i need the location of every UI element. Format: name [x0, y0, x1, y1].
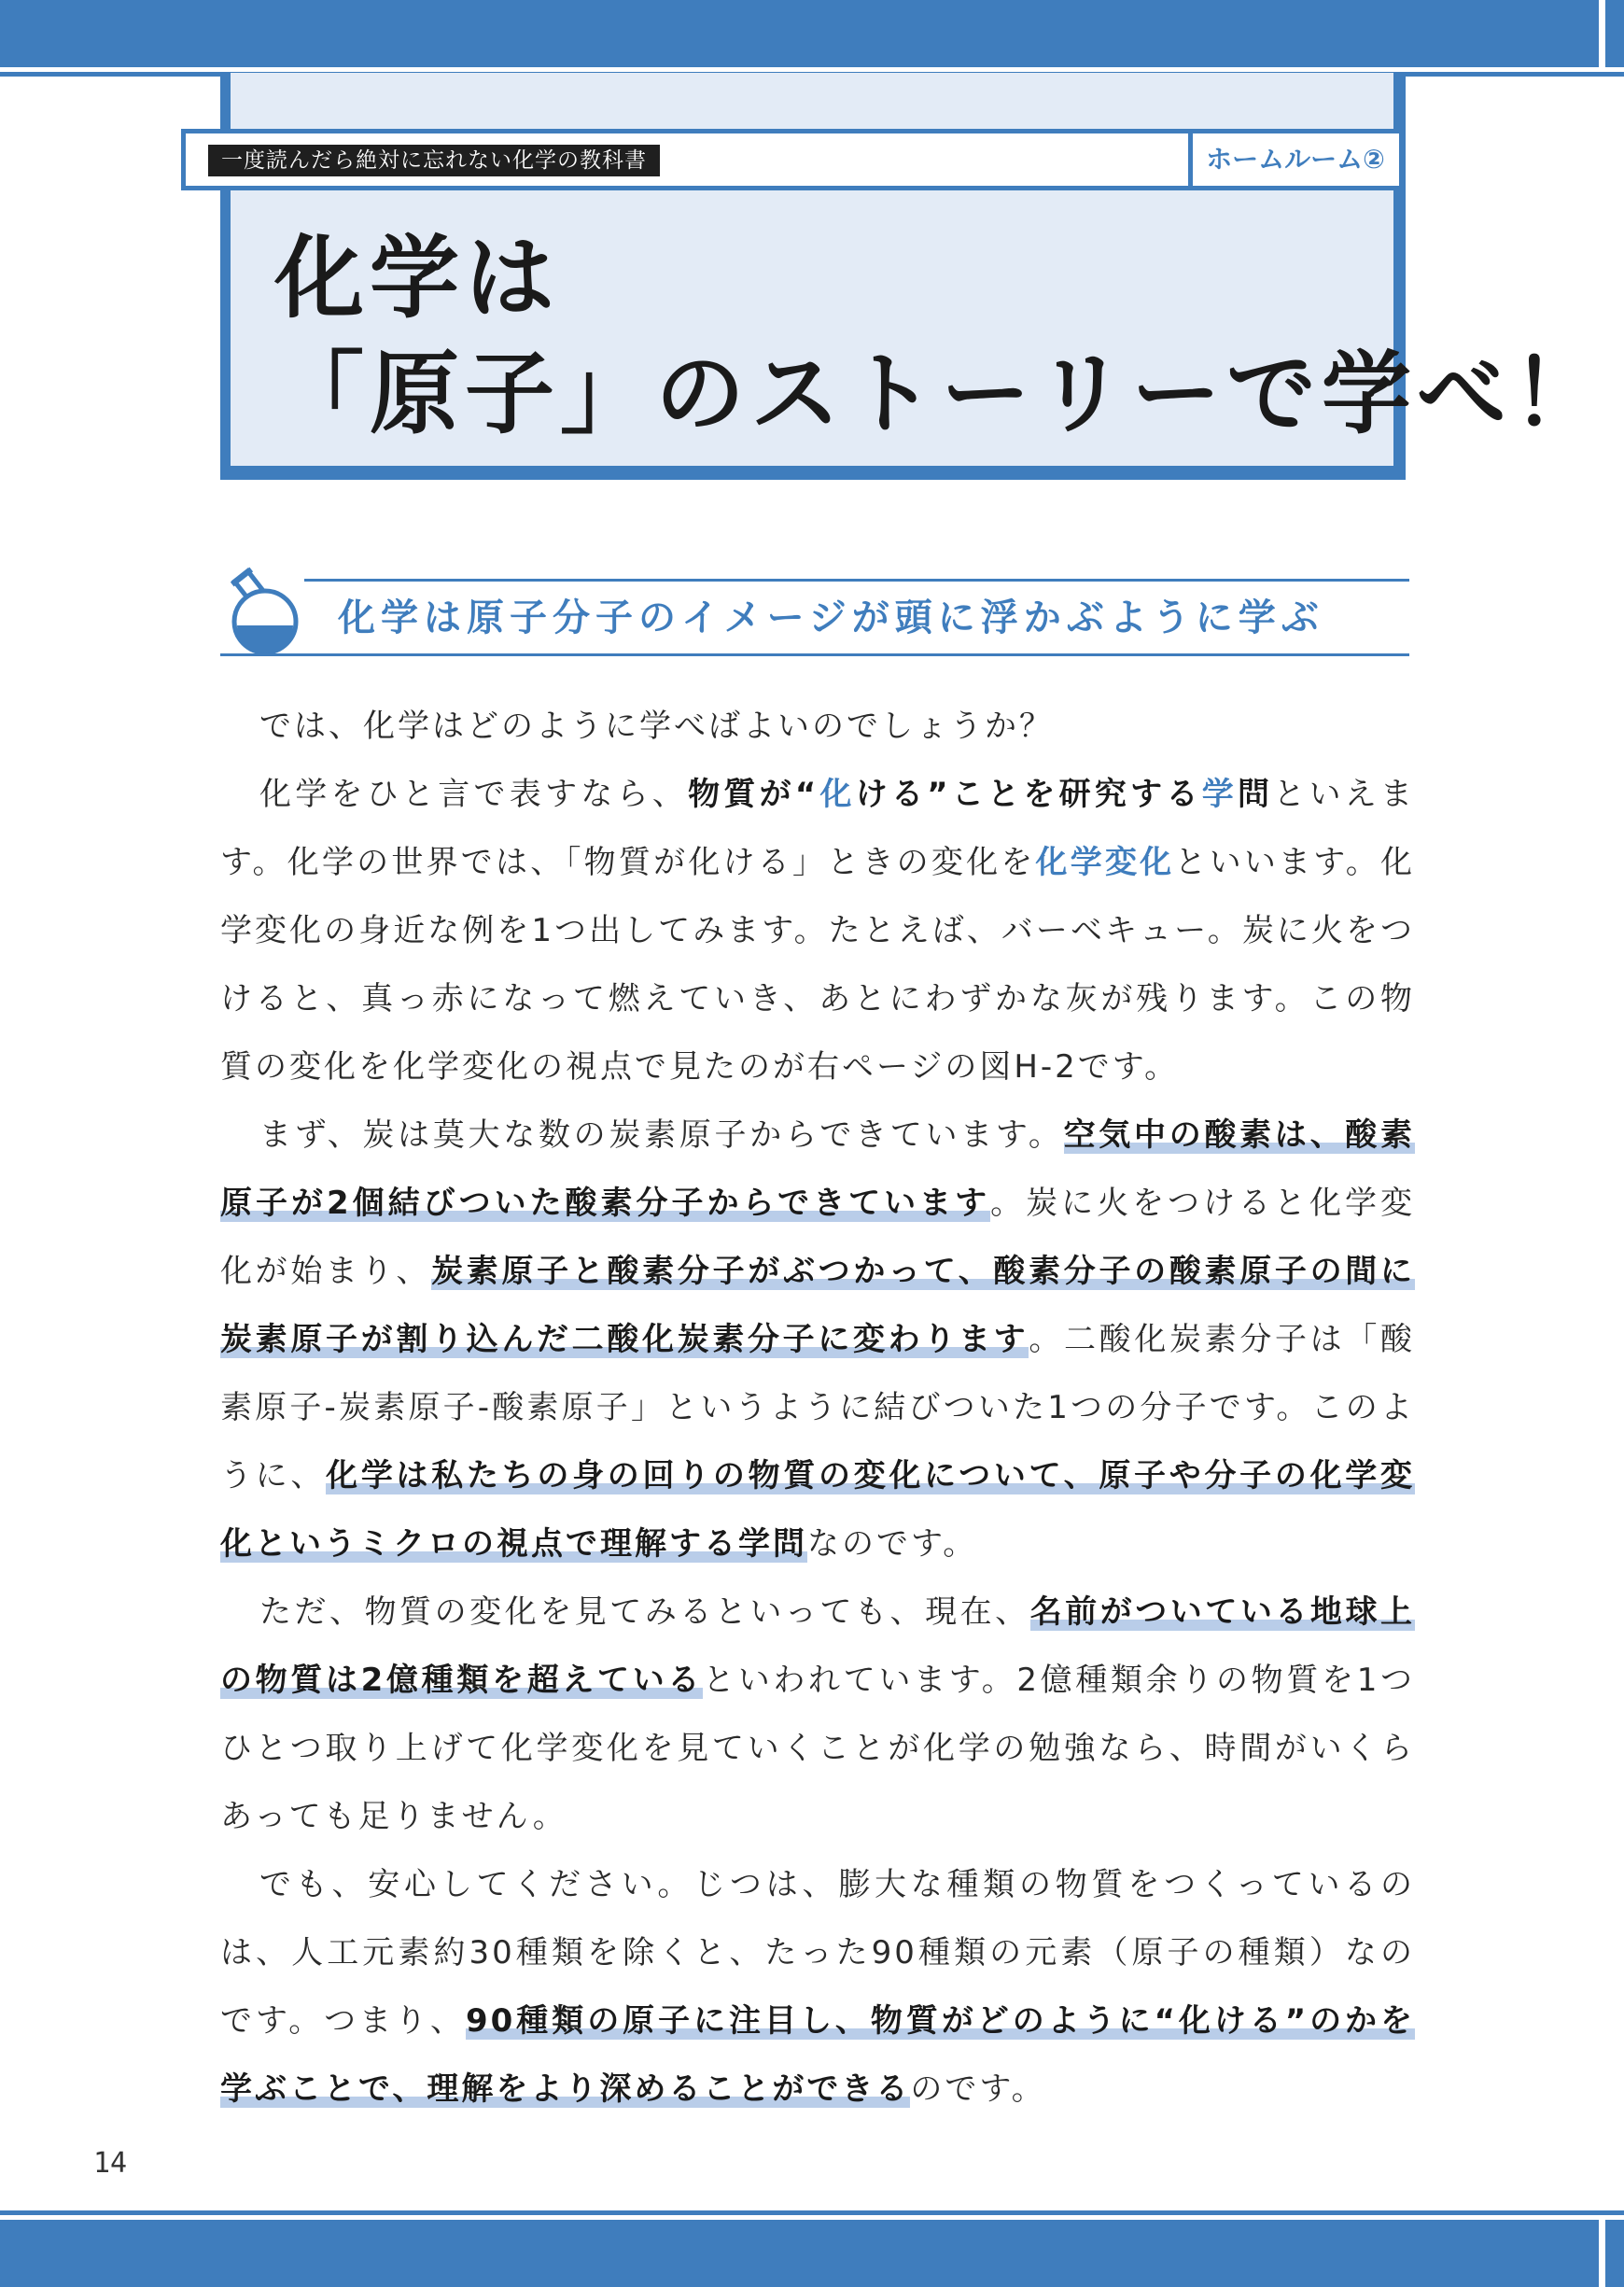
series-title: 一度読んだら絶対に忘れない化学の教科書	[208, 145, 660, 176]
text-span: といいます。化学変化の身近な例を1つ出してみます。たとえば、バーベキュー。炭に火をつけると、真っ赤になって燃えていき、あとにわずかな灰が残ります。この物質の変化を化学変化の視点で見たのが右ページの図H-2です。	[220, 844, 1415, 1086]
highlighted-text: 空気中の酸素は、酸素原子が2個結びついた酸素分子からできています	[220, 1116, 1416, 1222]
text-span: 。二酸化炭素分子は「酸素原子-炭素原子-酸素原子」というように結びついた1つの分子です。このように、	[220, 1321, 1416, 1494]
page-title-line-2: 「原子」のストーリーで学べ！	[274, 342, 1607, 446]
bottom-band	[0, 2220, 1624, 2287]
page-title	[274, 220, 1607, 452]
text-span: 。炭に火をつけると化学変化が始まり、	[220, 1185, 1415, 1290]
text-span: のです。	[910, 2070, 1046, 2108]
highlighted-text: 名前がついている地球上の物質は2億種類を超えている	[220, 1593, 1415, 1699]
paragraph-5	[220, 1851, 1415, 2124]
flask-icon	[220, 564, 323, 657]
emphasis-accent-text: 学	[1201, 776, 1238, 813]
paragraph-4	[220, 1578, 1415, 1851]
emphasis-accent-text: 化	[819, 776, 856, 813]
highlighted-text: 炭素原子と酸素分子がぶつかって、酸素分子の酸素原子の間に炭素原子が割り込んだ二酸化炭素分子に変わります	[220, 1253, 1415, 1358]
section-tag: ホームルーム②	[1206, 144, 1385, 175]
section-heading: 化学は原子分子のイメージが頭に浮かぶように学ぶ	[338, 596, 1324, 639]
series-header	[181, 129, 1404, 190]
paragraph-2	[220, 761, 1415, 1101]
paragraph-1: では、化学はどのように学べばよいのでしょうか？	[259, 708, 1054, 745]
section-rule-bottom	[220, 653, 1409, 656]
top-band	[0, 0, 1624, 67]
text-span: といわれています。2億種類余りの物質を1つひとつ取り上げて化学変化を見ていくことが化学の勉強なら、時間がいくらあっても足りません。	[220, 1662, 1415, 1835]
body-text	[220, 693, 1415, 2124]
page-number: 14	[93, 2147, 128, 2180]
highlighted-text: 90種類の原子に注目し、物質がどのように“化ける”のかを学ぶことで、理解をより深めることができる	[220, 2002, 1415, 2108]
text-span: なのです。	[807, 1525, 978, 1563]
text-span: でも、安心してください。じつは、膨大な種類の物質をつくっているのは、人工元素約30種類を除くと、たった90種類の元素（原子の種類）なのです。つまり、	[220, 1866, 1415, 2040]
text-span: ただ、物質の変化を見てみるといっても、現在、	[259, 1593, 1030, 1631]
emphasis-text: 物質が“	[688, 776, 819, 813]
page-title-line-1: 化学は	[274, 226, 560, 330]
bottom-band-line	[0, 2210, 1624, 2215]
section-rule-top	[304, 579, 1409, 582]
paragraph-3	[220, 1101, 1415, 1578]
highlighted-text: 化学は私たちの身の回りの物質の変化について、原子や分子の化学変化というミクロの視点で理解する学問	[220, 1457, 1415, 1563]
emphasis-text: ける”ことを研究する	[855, 776, 1202, 813]
text-span: といえます。化学の世界では、「物質が化ける」ときの変化を	[220, 776, 1416, 881]
text-span: まず、炭は莫大な数の炭素原子からできています。	[259, 1116, 1064, 1154]
text-span: 化学をひと言で表すなら、	[259, 776, 689, 813]
keyword-chemical-change: 化学変化	[1035, 844, 1175, 881]
emphasis-text: 問	[1237, 776, 1274, 813]
